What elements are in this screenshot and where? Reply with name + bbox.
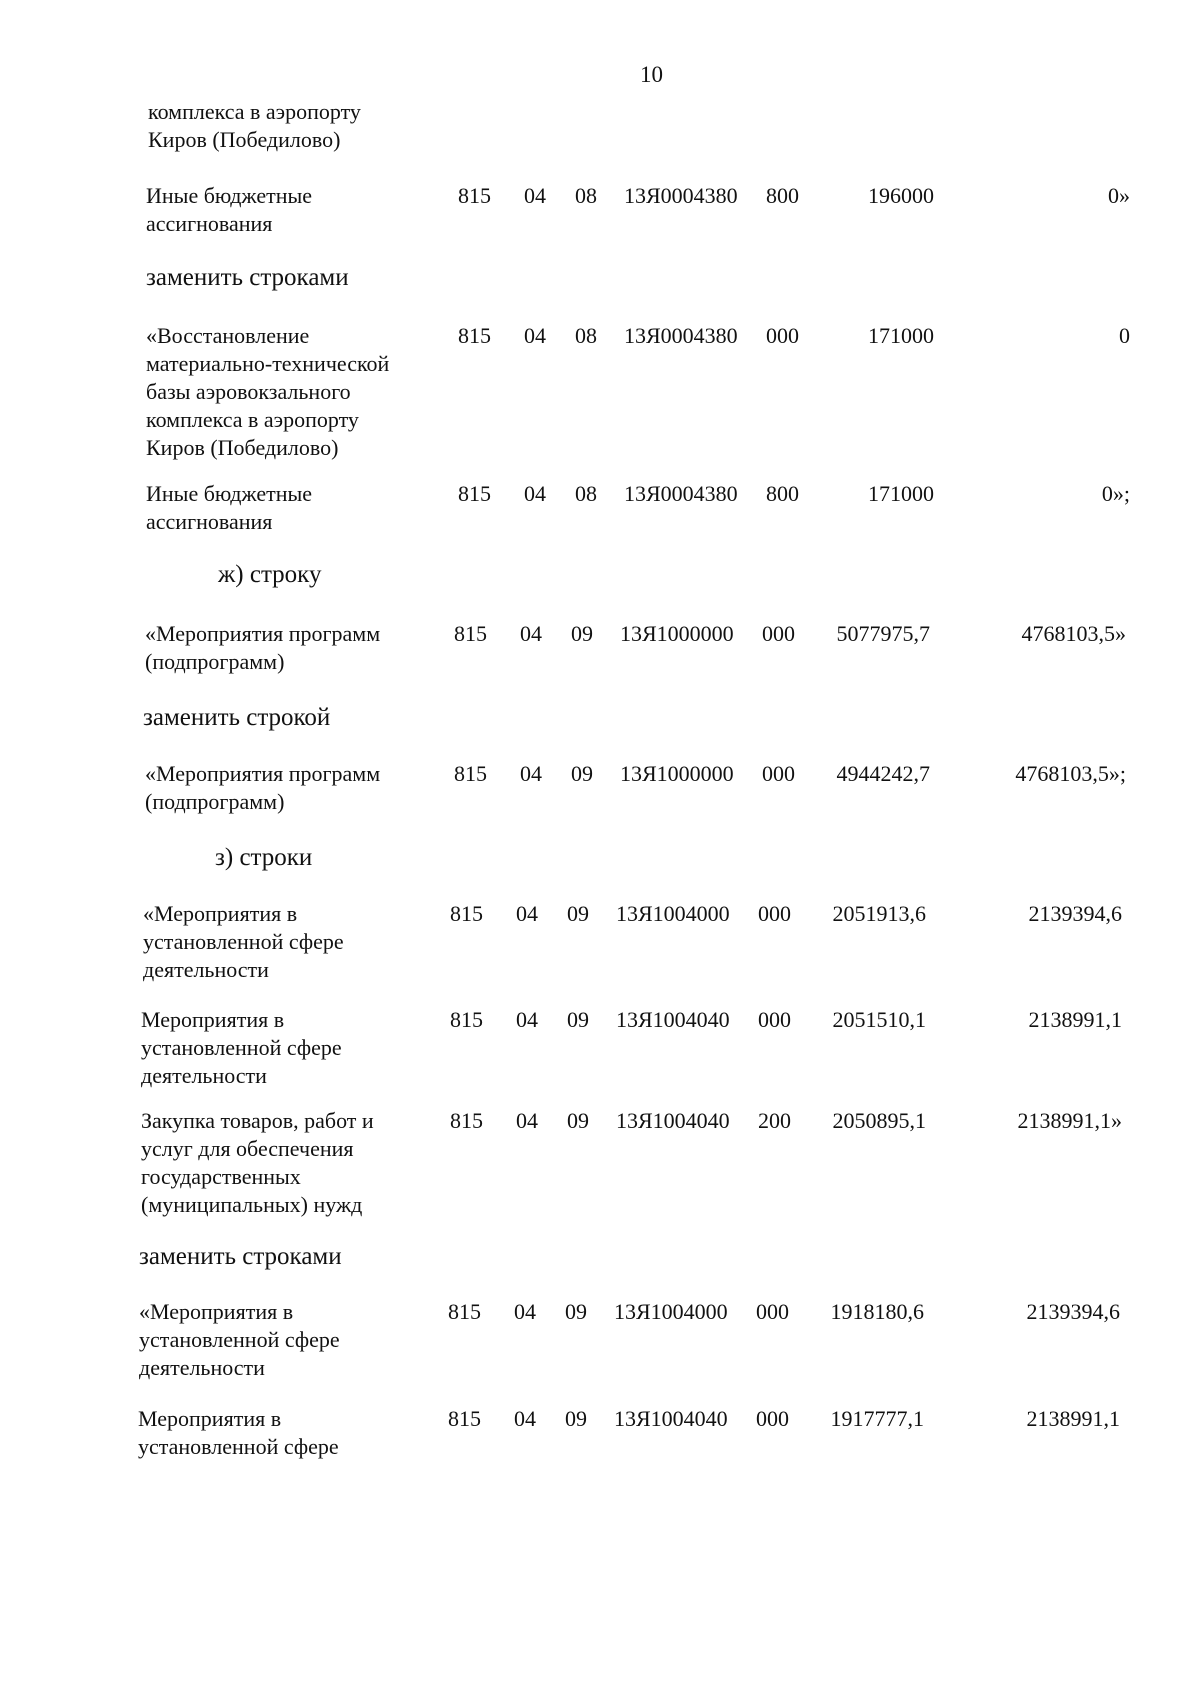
- amount-2019-cell: 171000: [868, 481, 934, 506]
- amount-2019-cell: 2051913,6: [832, 901, 926, 926]
- subsection-cell: 08: [575, 481, 597, 506]
- amount-2019-cell: 171000: [868, 323, 934, 348]
- amount-2020-cell: 2139394,6: [1028, 901, 1122, 926]
- code-cell: 815: [450, 1108, 483, 1133]
- section-cell: 04: [514, 1406, 536, 1431]
- amount-2019-cell: 4944242,7: [836, 761, 930, 786]
- page-number: 10: [640, 62, 663, 87]
- section-cell: 04: [520, 761, 542, 786]
- row-label: Иные бюджетные ассигнования: [146, 481, 313, 534]
- expense-type-cell: 000: [762, 761, 795, 786]
- code-cell: 815: [448, 1299, 481, 1324]
- subsection-cell: 09: [565, 1406, 587, 1431]
- code-cell: 815: [450, 1007, 483, 1032]
- heading-text: заменить строками: [139, 1243, 342, 1270]
- row-label: «Мероприятия в установленной сфере деятельности: [143, 901, 344, 982]
- target-article-cell: 13Я0004380: [624, 323, 738, 348]
- section-cell: 04: [524, 183, 546, 208]
- section-cell: 04: [524, 481, 546, 506]
- amount-2020-cell: 0»: [1108, 183, 1130, 208]
- expense-type-cell: 000: [758, 1007, 791, 1032]
- amount-2020-cell: 4768103,5»;: [1015, 761, 1126, 786]
- code-cell: 815: [454, 761, 487, 786]
- amount-2020-cell: 2139394,6: [1026, 1299, 1120, 1324]
- subsection-cell: 09: [565, 1299, 587, 1324]
- subsection-cell: 08: [575, 323, 597, 348]
- subsection-cell: 09: [567, 1108, 589, 1133]
- target-article-cell: 13Я1000000: [620, 761, 734, 786]
- target-article-cell: 13Я1000000: [620, 621, 734, 646]
- row-label: «Восстановление материально-технической базы аэровокзального комплекса в аэропорту Киров (Победилово): [146, 323, 390, 460]
- row-label: «Мероприятия программ (подпрограмм): [145, 621, 381, 674]
- expense-type-cell: 000: [762, 621, 795, 646]
- code-cell: 815: [458, 481, 491, 506]
- code-cell: 815: [448, 1406, 481, 1431]
- row-label: «Мероприятия программ (подпрограмм): [145, 761, 381, 814]
- amount-2020-cell: 2138991,1: [1028, 1007, 1122, 1032]
- target-article-cell: 13Я0004380: [624, 481, 738, 506]
- amount-2019-cell: 1917777,1: [830, 1406, 924, 1431]
- amount-2020-cell: 2138991,1»: [1017, 1108, 1122, 1133]
- section-cell: 04: [524, 323, 546, 348]
- expense-type-cell: 000: [766, 323, 799, 348]
- expense-type-cell: 800: [766, 481, 799, 506]
- row-label: комплекса в аэропорту Киров (Победилово): [148, 99, 361, 152]
- expense-type-cell: 000: [756, 1406, 789, 1431]
- row-label: Закупка товаров, работ и услуг для обеспечения государственных (муниципальных) нужд: [141, 1108, 374, 1217]
- amount-2019-cell: 2051510,1: [832, 1007, 926, 1032]
- amount-2019-cell: 2050895,1: [832, 1108, 926, 1133]
- heading-text: заменить строкой: [143, 704, 331, 731]
- subsection-cell: 09: [567, 901, 589, 926]
- row-label: Мероприятия в установленной сфере: [138, 1406, 339, 1459]
- subsection-cell: 09: [567, 1007, 589, 1032]
- section-cell: 04: [514, 1299, 536, 1324]
- subsection-cell: 09: [571, 761, 593, 786]
- subsection-cell: 08: [575, 183, 597, 208]
- target-article-cell: 13Я1004000: [614, 1299, 728, 1324]
- amount-2020-cell: 4768103,5»: [1021, 621, 1126, 646]
- target-article-cell: 13Я1004040: [616, 1108, 730, 1133]
- heading-text: заменить строками: [146, 264, 349, 291]
- heading-text: ж) строку: [218, 561, 322, 588]
- code-cell: 815: [450, 901, 483, 926]
- section-cell: 04: [520, 621, 542, 646]
- code-cell: 815: [458, 323, 491, 348]
- code-cell: 815: [454, 621, 487, 646]
- section-cell: 04: [516, 901, 538, 926]
- amount-2019-cell: 196000: [868, 183, 934, 208]
- code-cell: 815: [458, 183, 491, 208]
- amount-2020-cell: 2138991,1: [1026, 1406, 1120, 1431]
- expense-type-cell: 800: [766, 183, 799, 208]
- heading-text: з) строки: [215, 844, 313, 871]
- section-cell: 04: [516, 1108, 538, 1133]
- amount-2020-cell: 0»;: [1101, 481, 1130, 506]
- expense-type-cell: 000: [758, 901, 791, 926]
- row-label: «Мероприятия в установленной сфере деятельности: [139, 1299, 340, 1380]
- target-article-cell: 13Я1004040: [614, 1406, 728, 1431]
- expense-type-cell: 200: [758, 1108, 791, 1133]
- target-article-cell: 13Я0004380: [624, 183, 738, 208]
- row-label: Иные бюджетные ассигнования: [146, 183, 313, 236]
- section-cell: 04: [516, 1007, 538, 1032]
- expense-type-cell: 000: [756, 1299, 789, 1324]
- amount-2019-cell: 1918180,6: [830, 1299, 924, 1324]
- target-article-cell: 13Я1004000: [616, 901, 730, 926]
- row-label: Мероприятия в установленной сфере деятельности: [141, 1007, 342, 1088]
- amount-2020-cell: 0: [1119, 323, 1130, 348]
- target-article-cell: 13Я1004040: [616, 1007, 730, 1032]
- amount-2019-cell: 5077975,7: [836, 621, 930, 646]
- subsection-cell: 09: [571, 621, 593, 646]
